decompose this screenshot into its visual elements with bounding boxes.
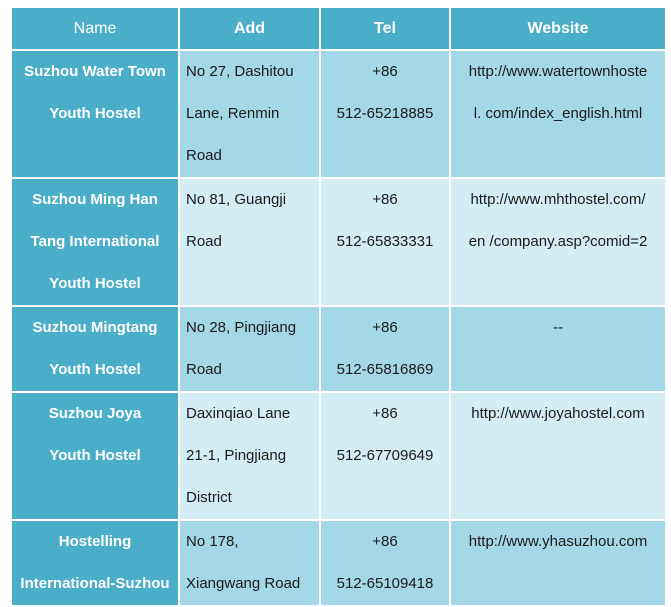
header-name: Name	[12, 8, 178, 49]
hostel-website-cell	[451, 51, 665, 177]
hostel-address-cell	[180, 51, 319, 177]
hostel-name-cell	[12, 307, 178, 391]
hostel-name-cell	[12, 179, 178, 305]
hostel-website-line[interactable]: http://www.yhasuzhou.com	[468, 533, 648, 550]
hostel-tel-cell	[321, 307, 449, 391]
table-row	[12, 51, 665, 177]
hostel-tel-cell	[321, 179, 449, 305]
hostel-address-line: Road	[186, 233, 222, 250]
hostel-name-cell	[12, 51, 178, 177]
hostel-name-line: Suzhou Joya	[48, 405, 142, 422]
hostel-address-line: Road	[186, 147, 222, 164]
hostel-tel-line: +86	[372, 405, 398, 422]
header-website: Website	[451, 8, 665, 49]
hostel-name-line: Tang International	[30, 233, 160, 250]
header-add: Add	[180, 8, 319, 49]
hostel-table-container	[10, 6, 667, 607]
hostel-name-line: Youth Hostel	[49, 447, 141, 464]
table-row	[12, 307, 665, 391]
hostel-name-line: Youth Hostel	[49, 275, 141, 292]
hostel-tel-line: +86	[372, 191, 398, 208]
hostel-name-line: Youth Hostel	[49, 105, 141, 122]
hostel-tel-line: 512-65218885	[336, 105, 434, 122]
hostel-address-line: No 178,	[186, 533, 239, 550]
hostel-name-line: Suzhou Mingtang	[32, 319, 158, 336]
header-tel: Tel	[321, 8, 449, 49]
hostel-address-line: District	[186, 489, 232, 506]
hostel-tel-line: 512-65833331	[336, 233, 434, 250]
hostel-name-line: Youth Hostel	[49, 361, 141, 378]
hostel-name-line: International-Suzhou	[20, 575, 170, 592]
table-row	[12, 521, 665, 605]
hostel-tel-line: 512-65109418	[336, 575, 434, 592]
hostel-tel-line: 512-65816869	[336, 361, 434, 378]
hostel-address-cell	[180, 521, 319, 605]
hostel-table	[10, 6, 667, 607]
hostel-address-cell	[180, 393, 319, 519]
hostel-tel-line: +86	[372, 63, 398, 80]
hostel-website-line[interactable]: http://www.mhthostel.com/	[470, 191, 646, 208]
hostel-website-cell	[451, 521, 665, 605]
hostel-website-cell	[451, 307, 665, 391]
hostel-address-line: No 27, Dashitou	[186, 63, 294, 80]
hostel-website-cell	[451, 179, 665, 305]
hostel-address-line: Road	[186, 361, 222, 378]
hostel-tel-line: +86	[372, 533, 398, 550]
hostel-address-line: Xiangwang Road	[186, 575, 301, 592]
hostel-name-cell	[12, 393, 178, 519]
hostel-website-line[interactable]: l. com/index_english.html	[473, 105, 643, 122]
hostel-address-cell	[180, 307, 319, 391]
hostel-website-line[interactable]: http://www.watertownhoste	[468, 63, 648, 80]
hostel-name-line: Suzhou Water Town	[24, 63, 166, 80]
hostel-tel-cell	[321, 393, 449, 519]
hostel-name-line: Hostelling	[58, 533, 132, 550]
hostel-address-line: Daxinqiao Lane	[186, 405, 291, 422]
hostel-address-cell	[180, 179, 319, 305]
header-row	[12, 8, 665, 49]
hostel-address-line: Lane, Renmin	[186, 105, 280, 122]
hostel-name-line: Suzhou Ming Han	[32, 191, 158, 208]
hostel-tel-line: 512-67709649	[336, 447, 434, 464]
hostel-tel-cell	[321, 521, 449, 605]
hostel-tel-cell	[321, 51, 449, 177]
hostel-website-line[interactable]: http://www.joyahostel.com	[471, 405, 645, 422]
hostel-address-line: No 28, Pingjiang	[186, 319, 297, 336]
table-row	[12, 393, 665, 519]
hostel-website-line: --	[553, 319, 563, 336]
hostel-name-cell	[12, 521, 178, 605]
hostel-address-line: No 81, Guangji	[186, 191, 287, 208]
table-body	[12, 51, 665, 605]
hostel-website-line[interactable]: en /company.asp?comid=2	[468, 233, 648, 250]
table-row	[12, 179, 665, 305]
hostel-website-cell	[451, 393, 665, 519]
hostel-address-line: 21-1, Pingjiang	[186, 447, 287, 464]
hostel-tel-line: +86	[372, 319, 398, 336]
